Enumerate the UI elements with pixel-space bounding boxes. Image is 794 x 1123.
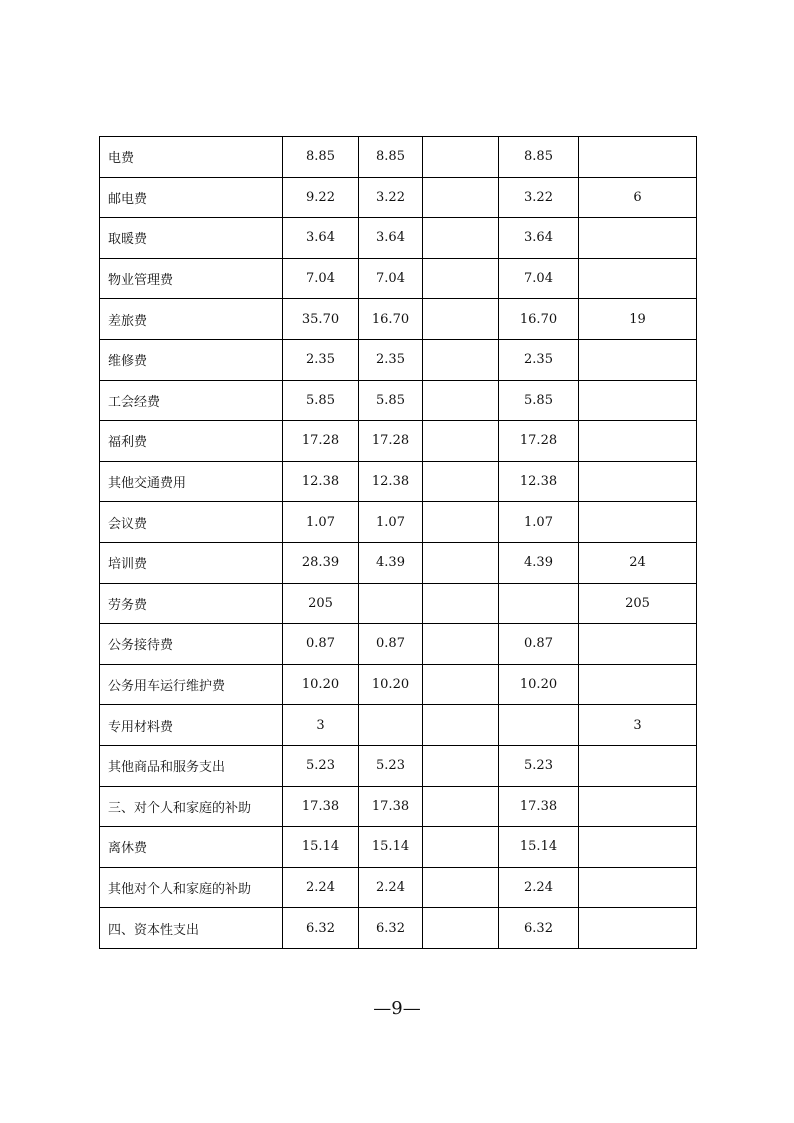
- value-cell-4: [499, 705, 579, 746]
- value-cell-2: 15.14: [359, 827, 423, 868]
- value-cell-1: 10.20: [283, 664, 359, 705]
- value-cell-2: [359, 705, 423, 746]
- table-row: [100, 745, 697, 786]
- row-label: 其他对个人和家庭的补助: [100, 867, 283, 908]
- value-cell-3: [423, 867, 499, 908]
- value-cell-1: 5.85: [283, 380, 359, 421]
- row-label: 邮电费: [100, 177, 283, 218]
- value-cell-3: [423, 786, 499, 827]
- value-cell-4: [499, 583, 579, 624]
- value-cell-3: [423, 542, 499, 583]
- value-cell-1: 7.04: [283, 258, 359, 299]
- value-cell-2: 17.28: [359, 421, 423, 462]
- value-cell-2: 2.35: [359, 339, 423, 380]
- value-cell-4: 17.38: [499, 786, 579, 827]
- value-cell-5: [579, 745, 697, 786]
- value-cell-4: 3.22: [499, 177, 579, 218]
- value-cell-2: 3.22: [359, 177, 423, 218]
- value-cell-5: 6: [579, 177, 697, 218]
- value-cell-3: [423, 421, 499, 462]
- row-label: 工会经费: [100, 380, 283, 421]
- value-cell-5: [579, 664, 697, 705]
- value-cell-4: 16.70: [499, 299, 579, 340]
- row-label: 离休费: [100, 827, 283, 868]
- value-cell-1: 17.28: [283, 421, 359, 462]
- value-cell-2: 3.64: [359, 218, 423, 259]
- value-cell-5: [579, 624, 697, 665]
- row-label: 培训费: [100, 542, 283, 583]
- value-cell-5: [579, 218, 697, 259]
- value-cell-3: [423, 502, 499, 543]
- value-cell-1: 3: [283, 705, 359, 746]
- row-label: 物业管理费: [100, 258, 283, 299]
- value-cell-3: [423, 137, 499, 178]
- table-row: [100, 705, 697, 746]
- value-cell-5: [579, 827, 697, 868]
- value-cell-1: 17.38: [283, 786, 359, 827]
- row-label: 电费: [100, 137, 283, 178]
- row-label: 差旅费: [100, 299, 283, 340]
- value-cell-3: [423, 461, 499, 502]
- row-label: 公务用车运行维护费: [100, 664, 283, 705]
- row-label: 公务接待费: [100, 624, 283, 665]
- value-cell-4: 5.23: [499, 745, 579, 786]
- table-row: [100, 583, 697, 624]
- value-cell-3: [423, 745, 499, 786]
- value-cell-2: 5.85: [359, 380, 423, 421]
- value-cell-4: 7.04: [499, 258, 579, 299]
- row-label: 三、对个人和家庭的补助: [100, 786, 283, 827]
- row-label: 专用材料费: [100, 705, 283, 746]
- value-cell-3: [423, 380, 499, 421]
- value-cell-1: 205: [283, 583, 359, 624]
- value-cell-3: [423, 705, 499, 746]
- value-cell-3: [423, 258, 499, 299]
- value-cell-4: 4.39: [499, 542, 579, 583]
- table-row: [100, 461, 697, 502]
- value-cell-2: 5.23: [359, 745, 423, 786]
- value-cell-1: 15.14: [283, 827, 359, 868]
- row-label: 劳务费: [100, 583, 283, 624]
- value-cell-3: [423, 908, 499, 949]
- value-cell-3: [423, 624, 499, 665]
- row-label: 取暖费: [100, 218, 283, 259]
- table-row: [100, 786, 697, 827]
- value-cell-5: 19: [579, 299, 697, 340]
- table-row: [100, 177, 697, 218]
- value-cell-4: 8.85: [499, 137, 579, 178]
- value-cell-1: 6.32: [283, 908, 359, 949]
- value-cell-1: 0.87: [283, 624, 359, 665]
- table-row: [100, 421, 697, 462]
- value-cell-3: [423, 583, 499, 624]
- value-cell-1: 28.39: [283, 542, 359, 583]
- value-cell-1: 12.38: [283, 461, 359, 502]
- value-cell-5: [579, 786, 697, 827]
- value-cell-5: [579, 258, 697, 299]
- value-cell-1: 2.24: [283, 867, 359, 908]
- table-row: [100, 542, 697, 583]
- value-cell-4: 0.87: [499, 624, 579, 665]
- value-cell-4: 15.14: [499, 827, 579, 868]
- value-cell-5: [579, 502, 697, 543]
- value-cell-1: 9.22: [283, 177, 359, 218]
- value-cell-4: 17.28: [499, 421, 579, 462]
- value-cell-1: 8.85: [283, 137, 359, 178]
- value-cell-5: [579, 339, 697, 380]
- value-cell-1: 1.07: [283, 502, 359, 543]
- value-cell-3: [423, 664, 499, 705]
- value-cell-4: 10.20: [499, 664, 579, 705]
- table-row: [100, 299, 697, 340]
- value-cell-3: [423, 299, 499, 340]
- value-cell-5: [579, 908, 697, 949]
- value-cell-2: 7.04: [359, 258, 423, 299]
- table-row: [100, 664, 697, 705]
- table-row: [100, 380, 697, 421]
- value-cell-2: 0.87: [359, 624, 423, 665]
- value-cell-4: 3.64: [499, 218, 579, 259]
- table-row: [100, 624, 697, 665]
- value-cell-4: 2.35: [499, 339, 579, 380]
- value-cell-1: 2.35: [283, 339, 359, 380]
- page-number: —9—: [373, 998, 421, 1019]
- row-label: 会议费: [100, 502, 283, 543]
- row-label: 维修费: [100, 339, 283, 380]
- value-cell-4: 12.38: [499, 461, 579, 502]
- value-cell-3: [423, 177, 499, 218]
- value-cell-5: 3: [579, 705, 697, 746]
- table-row: [100, 502, 697, 543]
- budget-table: [99, 136, 697, 949]
- table-row: [100, 339, 697, 380]
- value-cell-1: 5.23: [283, 745, 359, 786]
- value-cell-4: 1.07: [499, 502, 579, 543]
- value-cell-5: 205: [579, 583, 697, 624]
- value-cell-4: 2.24: [499, 867, 579, 908]
- value-cell-2: 1.07: [359, 502, 423, 543]
- value-cell-2: 17.38: [359, 786, 423, 827]
- value-cell-2: 10.20: [359, 664, 423, 705]
- value-cell-2: [359, 583, 423, 624]
- row-label: 其他交通费用: [100, 461, 283, 502]
- table-row: [100, 258, 697, 299]
- value-cell-4: 6.32: [499, 908, 579, 949]
- value-cell-3: [423, 218, 499, 259]
- table-row: [100, 137, 697, 178]
- value-cell-5: [579, 867, 697, 908]
- value-cell-2: 8.85: [359, 137, 423, 178]
- value-cell-3: [423, 827, 499, 868]
- value-cell-4: 5.85: [499, 380, 579, 421]
- table-body: [100, 137, 697, 949]
- value-cell-2: 12.38: [359, 461, 423, 502]
- row-label: 福利费: [100, 421, 283, 462]
- table-row: [100, 867, 697, 908]
- value-cell-5: [579, 461, 697, 502]
- table-row: [100, 218, 697, 259]
- value-cell-2: 2.24: [359, 867, 423, 908]
- value-cell-5: [579, 137, 697, 178]
- value-cell-5: 24: [579, 542, 697, 583]
- value-cell-3: [423, 339, 499, 380]
- value-cell-5: [579, 380, 697, 421]
- value-cell-1: 35.70: [283, 299, 359, 340]
- value-cell-5: [579, 421, 697, 462]
- table-row: [100, 908, 697, 949]
- value-cell-1: 3.64: [283, 218, 359, 259]
- value-cell-2: 6.32: [359, 908, 423, 949]
- row-label: 其他商品和服务支出: [100, 745, 283, 786]
- value-cell-2: 4.39: [359, 542, 423, 583]
- table-row: [100, 827, 697, 868]
- value-cell-2: 16.70: [359, 299, 423, 340]
- row-label: 四、资本性支出: [100, 908, 283, 949]
